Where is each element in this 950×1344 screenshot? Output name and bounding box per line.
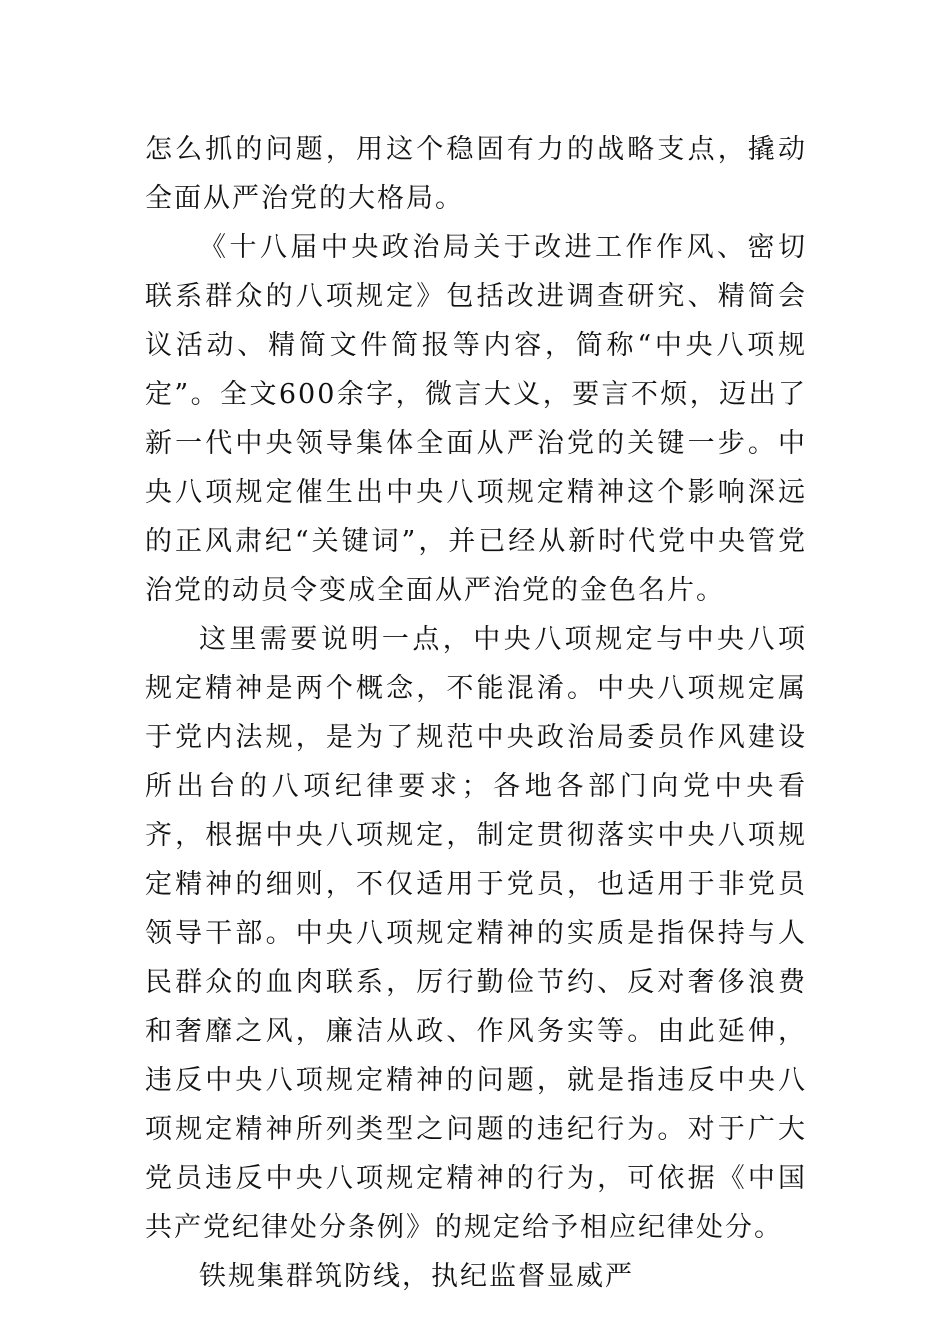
paragraph-eight-rules-intro: 《十八届中央政治局关于改进工作作风、密切联系群众的八项规定》包括改进调查研究、精简会议活动、精简文件简报等内容，简称“中央八项规定”。全文600余字，微言大义，要言不烦，迈出了新一代中央领导集体全面从严治党的关键一步。中央八项规定催生出中央八项规定精神这个影响深远的正风肃纪“关键词”，并已经从新时代党中央管党治党的动员令变成全面从严治党的金色名片。 <box>145 232 807 606</box>
paragraph-clarification: 这里需要说明一点，中央八项规定与中央八项规定精神是两个概念，不能混淆。中央八项规定属于党内法规，是为了规范中央政治局委员作风建设所出台的八项纪律要求；各地各部门向党中央看齐，根据中央八项规定，制定贯彻落实中央八项规定精神的细则，不仅适用于党员，也适用于非党员领导干部。中央八项规定精神的实质是指保持与人民群众的血肉联系，厉行勤俭节约、反对奢侈浪费和奢靡之风，廉洁从政、作风务实等。由此延伸，违反中央八项规定精神的问题，就是指违反中央八项规定精神所列类型之问题的违纪行为。对于广大党员违反中央八项规定精神的行为，可依据《中国共产党纪律处分条例》的规定给予相应纪律处分。 <box>145 624 807 1243</box>
document-body <box>145 125 807 1301</box>
paragraph-continued: 怎么抓的问题，用这个稳固有力的战略支点，撬动全面从严治党的大格局。 <box>145 134 807 214</box>
section-heading: 铁规集群筑防线，执纪监督显威严 <box>199 1261 634 1292</box>
